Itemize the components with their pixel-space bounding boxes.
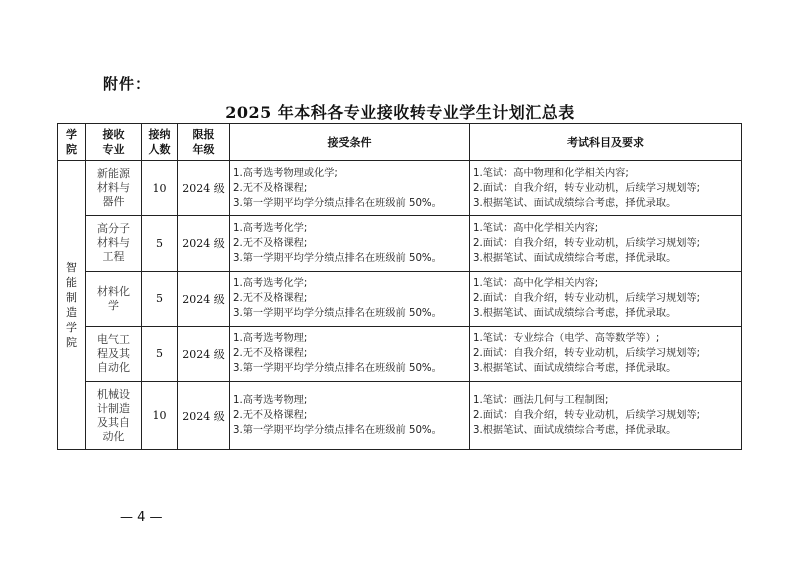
exam-line: 2.面试：自我介绍，转专业动机，后续学习规划等; bbox=[473, 293, 701, 305]
header-conditions: 接受条件 bbox=[230, 124, 470, 161]
exam-line: 1.笔试：高中化学相关内容; bbox=[473, 278, 599, 290]
grade-cell: 2024 级 bbox=[178, 271, 230, 326]
condition-line: 3.第一学期平均学分绩点排名在班级前 50%。 bbox=[233, 363, 442, 375]
header-exam: 考试科目及要求 bbox=[470, 124, 742, 161]
table-row bbox=[58, 216, 742, 271]
condition-line: 3.第一学期平均学分绩点排名在班级前 50%。 bbox=[233, 425, 442, 437]
table-row bbox=[58, 382, 742, 450]
condition-line: 2.无不及格课程; bbox=[233, 293, 308, 305]
page-number: — 4 — bbox=[120, 510, 163, 525]
exam-cell bbox=[470, 382, 742, 450]
transfer-plan-table bbox=[57, 123, 742, 450]
major-cell: 材料化学 bbox=[86, 271, 142, 326]
condition-line: 3.第一学期平均学分绩点排名在班级前 50%。 bbox=[233, 308, 442, 320]
exam-line: 2.面试：自我介绍，转专业动机，后续学习规划等; bbox=[473, 410, 701, 422]
table-row bbox=[58, 161, 742, 216]
exam-line: 1.笔试：高中物理和化学相关内容; bbox=[473, 167, 629, 179]
conditions-cell bbox=[230, 382, 470, 450]
grade-cell: 2024 级 bbox=[178, 161, 230, 216]
condition-line: 2.无不及格课程; bbox=[233, 237, 308, 249]
condition-line: 3.第一学期平均学分绩点排名在班级前 50%。 bbox=[233, 252, 442, 264]
condition-line: 2.无不及格课程; bbox=[233, 348, 308, 360]
header-grade: 限报年级 bbox=[178, 124, 230, 161]
exam-line: 3.根据笔试、面试成绩综合考虑，择优录取。 bbox=[473, 308, 677, 320]
major-cell: 机械设计制造及其自动化 bbox=[86, 382, 142, 450]
condition-line: 1.高考选考物理或化学; bbox=[233, 167, 338, 179]
condition-line: 3.第一学期平均学分绩点排名在班级前 50%。 bbox=[233, 197, 442, 209]
condition-line: 1.高考选考化学; bbox=[233, 278, 308, 290]
grade-cell: 2024 级 bbox=[178, 216, 230, 271]
table-header-row bbox=[58, 124, 742, 161]
exam-line: 2.面试：自我介绍，转专业动机，后续学习规划等; bbox=[473, 182, 701, 194]
exam-line: 1.笔试：专业综合（电学、高等数学等）; bbox=[473, 333, 660, 345]
conditions-cell bbox=[230, 161, 470, 216]
header-quota: 接纳人数 bbox=[142, 124, 178, 161]
quota-cell: 5 bbox=[142, 216, 178, 271]
exam-line: 1.笔试：画法几何与工程制图; bbox=[473, 395, 609, 407]
exam-line: 3.根据笔试、面试成绩综合考虑，择优录取。 bbox=[473, 252, 677, 264]
major-cell: 电气工程及其自动化 bbox=[86, 326, 142, 381]
quota-cell: 10 bbox=[142, 382, 178, 450]
exam-line: 2.面试：自我介绍，转专业动机，后续学习规划等; bbox=[473, 348, 701, 360]
condition-line: 1.高考选考物理; bbox=[233, 333, 308, 345]
exam-cell bbox=[470, 216, 742, 271]
header-college: 学院 bbox=[58, 124, 86, 161]
exam-cell bbox=[470, 271, 742, 326]
quota-cell: 10 bbox=[142, 161, 178, 216]
conditions-cell bbox=[230, 216, 470, 271]
exam-line: 3.根据笔试、面试成绩综合考虑，择优录取。 bbox=[473, 363, 677, 375]
grade-cell: 2024 级 bbox=[178, 326, 230, 381]
exam-line: 3.根据笔试、面试成绩综合考虑，择优录取。 bbox=[473, 197, 677, 209]
condition-line: 2.无不及格课程; bbox=[233, 410, 308, 422]
attachment-label: 附件： bbox=[103, 75, 152, 93]
major-cell: 高分子材料与工程 bbox=[86, 216, 142, 271]
quota-cell: 5 bbox=[142, 326, 178, 381]
table-row bbox=[58, 326, 742, 381]
exam-line: 1.笔试：高中化学相关内容; bbox=[473, 222, 599, 234]
conditions-cell bbox=[230, 271, 470, 326]
document-title: 2025 年本科各专业接收转专业学生计划汇总表 bbox=[225, 103, 575, 122]
table-row bbox=[58, 271, 742, 326]
condition-line: 1.高考选考物理; bbox=[233, 395, 308, 407]
college-cell: 智能制造学院 bbox=[58, 161, 86, 450]
major-cell: 新能源材料与器件 bbox=[86, 161, 142, 216]
condition-line: 2.无不及格课程; bbox=[233, 182, 308, 194]
condition-line: 1.高考选考化学; bbox=[233, 222, 308, 234]
exam-line: 3.根据笔试、面试成绩综合考虑，择优录取。 bbox=[473, 425, 677, 437]
grade-cell: 2024 级 bbox=[178, 382, 230, 450]
exam-line: 2.面试：自我介绍，转专业动机，后续学习规划等; bbox=[473, 237, 701, 249]
header-major: 接收专业 bbox=[86, 124, 142, 161]
conditions-cell bbox=[230, 326, 470, 381]
exam-cell bbox=[470, 161, 742, 216]
quota-cell: 5 bbox=[142, 271, 178, 326]
exam-cell bbox=[470, 326, 742, 381]
